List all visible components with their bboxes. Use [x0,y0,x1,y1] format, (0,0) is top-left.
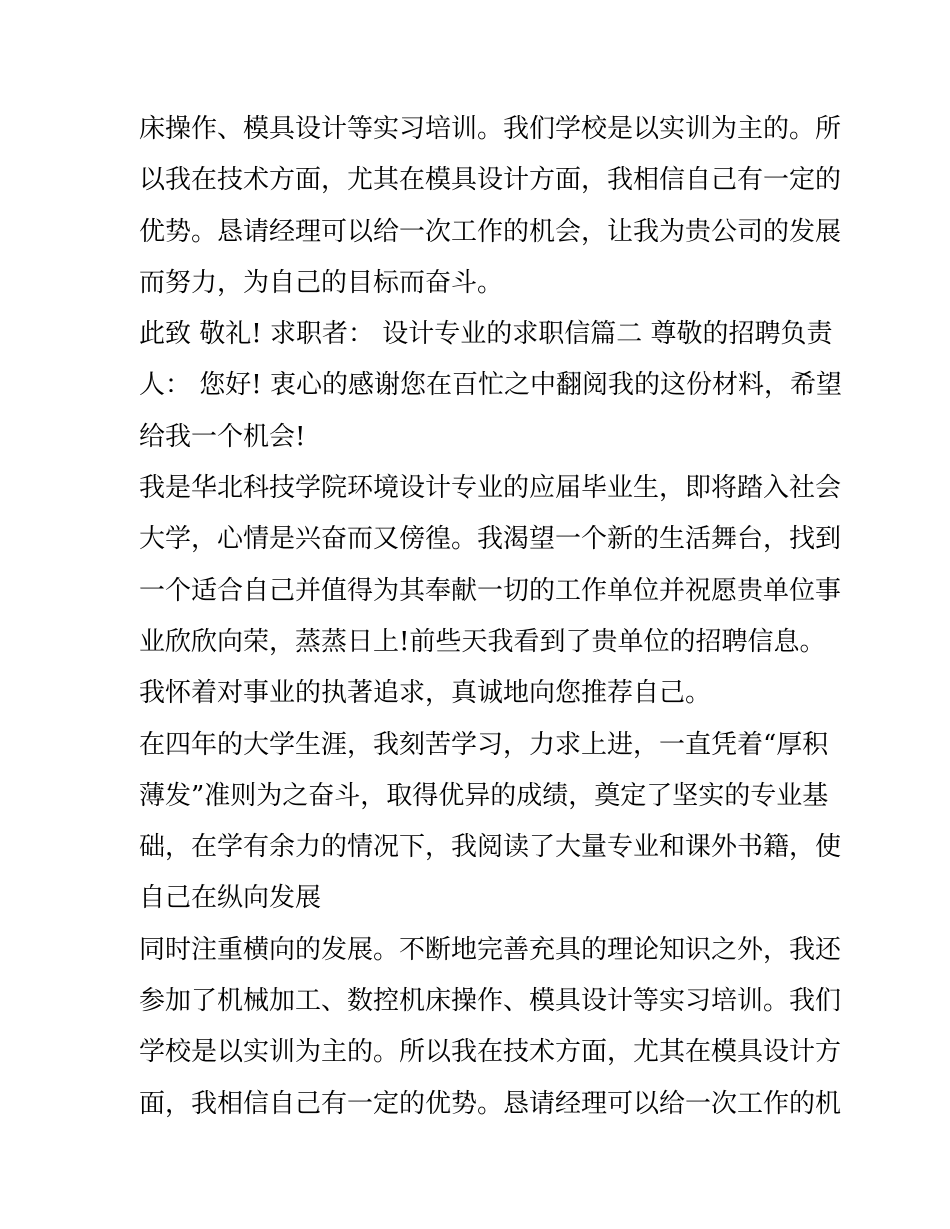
text-line: 自己在纵向发展 [139,883,322,914]
text-line: 而努力，为自己的目标而奋斗。 [139,267,504,298]
text-line: 在四年的大学生涯，我刻苦学习，力求上进，一直凭着“厚积 [139,729,829,760]
text-line: 以我在技术方面，尤其在模具设计方面，我相信自己有一定的 [139,165,842,196]
text-line: 人： 您好! 衷心的感谢您在百忙之中翻阅我的这份材料，希望 [139,370,842,401]
text-line: 我怀着对事业的执著追求，真诚地向您推荐自己。 [139,678,712,709]
text-line: 础，在学有余力的情况下，我阅读了大量专业和课外书籍，使 [139,832,842,863]
text-line: 同时注重横向的发展。不断地完善充具的理论知识之外，我还 [139,934,842,965]
text-line: 学校是以实训为主的。所以我在技术方面，尤其在模具设计方 [139,1037,842,1068]
text-line: 大学，心情是兴奋而又傍徨。我渴望一个新的生活舞台，找到 [139,524,842,555]
text-line: 优势。恳请经理可以给一次工作的机会，让我为贵公司的发展 [139,216,842,247]
text-line: 一个适合自己并值得为其奉献一切的工作单位并祝愿贵单位事 [139,575,842,606]
text-line: 床操作、模具设计等实习培训。我们学校是以实训为主的。所 [139,114,842,144]
text-line: 给我一个机会! [139,421,306,452]
text-line: 薄发”准则为之奋斗，取得优异的成绩，奠定了坚实的专业基 [139,780,829,811]
body-text [139,104,842,1130]
text-line: 面，我相信自己有一定的优势。恳请经理可以给一次工作的机 [139,1088,842,1119]
text-line: 参加了机械加工、数控机床操作、模具设计等实习培训。我们 [139,986,842,1017]
text-line: 此致 敬礼! 求职者： 设计专业的求职信篇二 尊敬的招聘负责 [139,319,833,350]
text-line: 我是华北科技学院环境设计专业的应届毕业生，即将踏入社会 [139,473,842,504]
text-line: 业欣欣向荣，蒸蒸日上!前些天我看到了贵单位的招聘信息。 [139,626,826,657]
